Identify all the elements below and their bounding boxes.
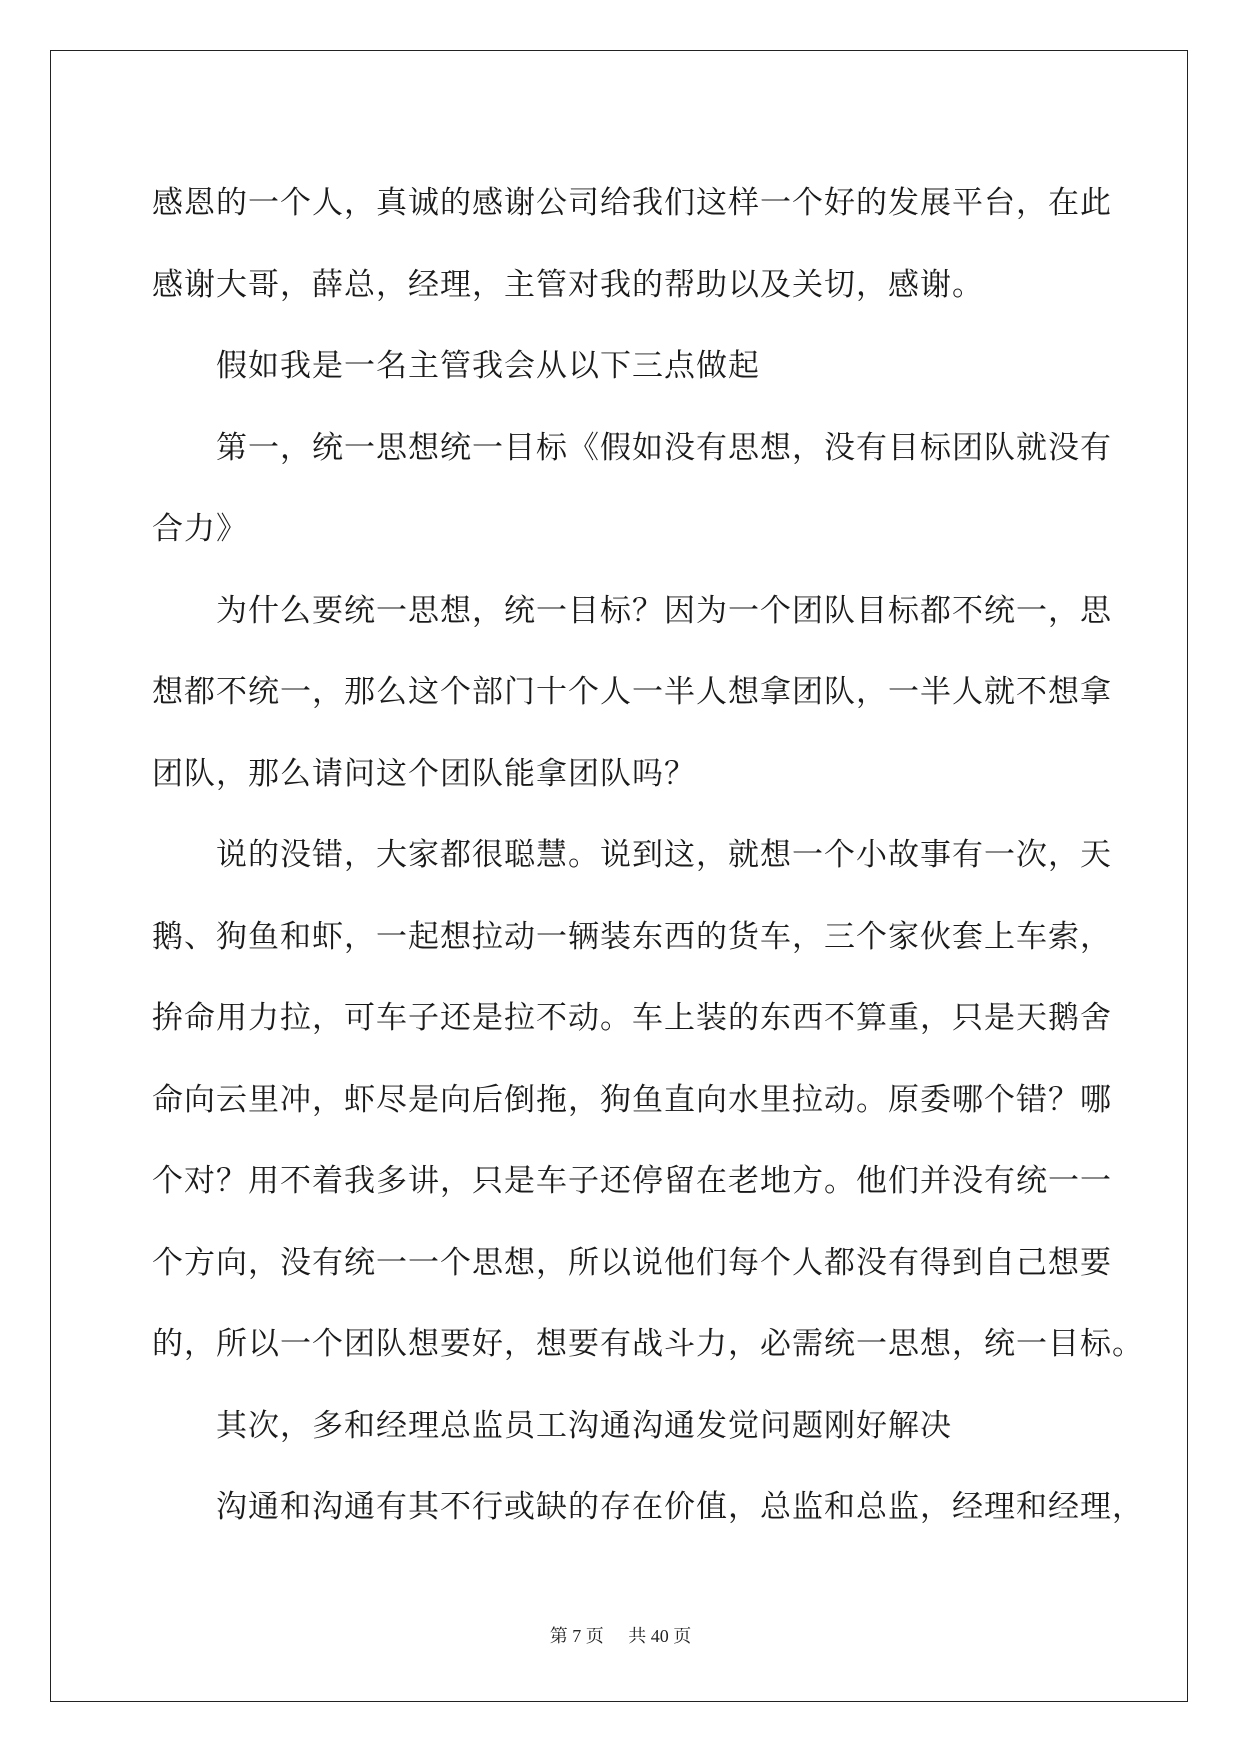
document-body [152, 163, 1144, 1549]
text-line: 拚命用力拉，可车子还是拉不动。车上装的东西不算重，只是天鹅舍 [152, 1000, 1112, 1036]
text-line: 想都不统一，那么这个部门十个人一半人想拿团队，一半人就不想拿 [152, 674, 1112, 710]
paragraph-start: 第一，统一思想统一目标《假如没有思想，没有目标团队就没有 [216, 429, 1112, 466]
text-line: 个对？用不着我多讲，只是车子还停留在老地方。他们并没有统一一 [152, 1163, 1112, 1199]
text-line: 感恩的一个人，真诚的感谢公司给我们这样一个好的发展平台，在此 [152, 185, 1112, 221]
text-line: 感谢大哥，薛总，经理，主管对我的帮助以及关切，感谢。 [152, 266, 984, 303]
paragraph-start: 假如我是一名主管我会从以下三点做起 [216, 348, 760, 384]
text-line: 命向云里冲，虾尽是向后倒拖，狗鱼直向水里拉动。原委哪个错？哪 [152, 1081, 1112, 1118]
paragraph-start: 其次，多和经理总监员工沟通沟通发觉问题刚好解决 [216, 1407, 952, 1444]
text-line: 合力》 [152, 511, 248, 547]
page-number: 第 7 页 [549, 1626, 604, 1646]
total-pages: 共 40 页 [628, 1626, 692, 1646]
paragraph-start: 为什么要统一思想，统一目标？因为一个团队目标都不统一，思 [216, 592, 1112, 629]
page-footer [0, 1622, 1241, 1648]
text-line: 鹅、狗鱼和虾，一起想拉动一辆装东西的货车，三个家伙套上车索， [152, 918, 1112, 955]
paragraph-start: 沟通和沟通有其不行或缺的存在价值，总监和总监，经理和经理， [216, 1489, 1144, 1525]
paragraph-start: 说的没错，大家都很聪慧。说到这，就想一个小故事有一次，天 [216, 837, 1112, 873]
text-line: 的，所以一个团队想要好，想要有战斗力，必需统一思想，统一目标。 [152, 1326, 1144, 1362]
text-line: 团队，那么请问这个团队能拿团队吗？ [152, 755, 696, 792]
text-line: 个方向，没有统一一个思想，所以说他们每个人都没有得到自己想要 [152, 1244, 1112, 1281]
